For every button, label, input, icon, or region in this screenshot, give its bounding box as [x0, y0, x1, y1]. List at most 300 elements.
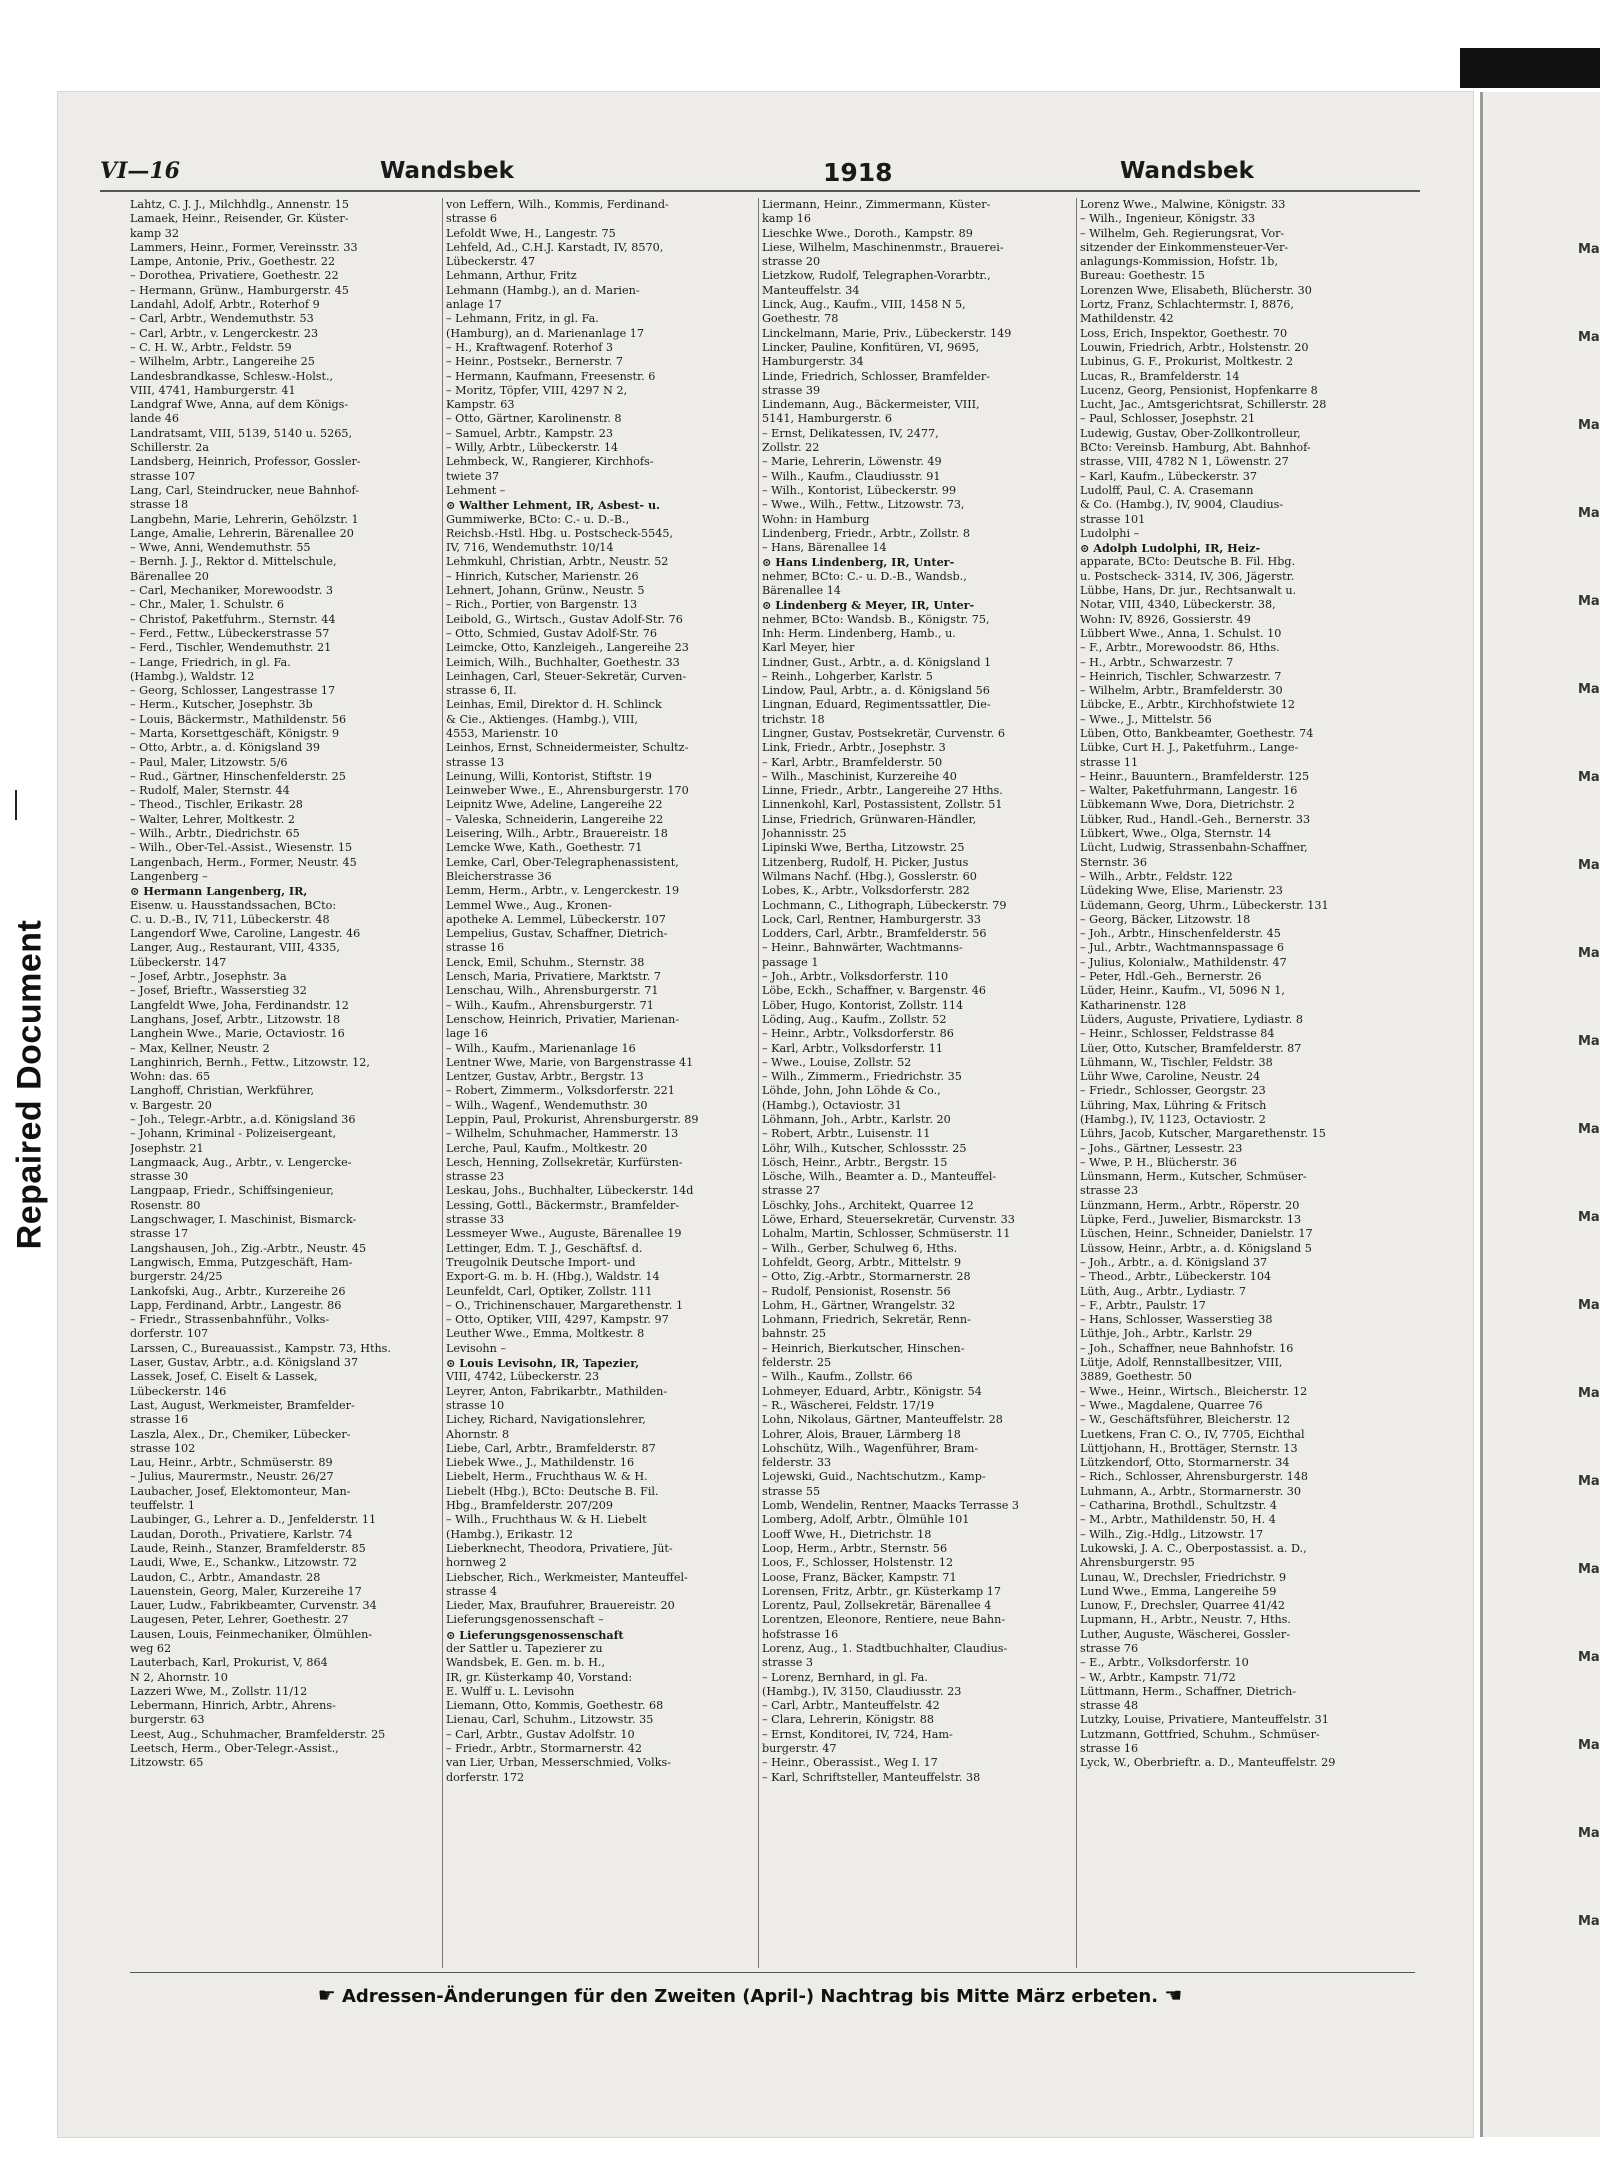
directory-entry-line: – Robert, Zimmerm., Volksdorferstr. 221	[446, 1084, 675, 1098]
directory-column-2	[446, 198, 754, 1968]
directory-entry-line: Zollstr. 22	[762, 441, 820, 455]
directory-entry-line: Lucas, R., Bramfelderstr. 14	[1080, 369, 1240, 383]
directory-entry-line: Langmaack, Aug., Arbtr., v. Lengercke-	[130, 1155, 352, 1169]
directory-entry-line: Goethestr. 78	[762, 312, 839, 326]
directory-entry-line: Liebelt (Hbg.), BCto: Deutsche B. Fil.	[446, 1484, 659, 1498]
directory-entry-line: Laudi, Wwe, E., Schankw., Litzowstr. 72	[130, 1556, 357, 1570]
header-rule	[100, 190, 1420, 192]
directory-entry-line: Wilmans Nachf. (Hbg.), Gosslerstr. 60	[762, 869, 977, 883]
directory-entry-line: strasse 23	[1080, 1184, 1139, 1198]
directory-entry-line: strasse, VIII, 4782 N 1, Löwenstr. 27	[1080, 455, 1289, 469]
directory-entry-line: Lorenz, Aug., 1. Stadtbuchhalter, Claudius-	[762, 1641, 1008, 1655]
directory-entry-line: – Heinr., Schlosser, Feldstrasse 84	[1080, 1027, 1275, 1041]
edge-fragment: Ma	[1578, 1122, 1600, 1137]
directory-entry-line: – Ferd., Fettw., Lübeckerstrasse 57	[130, 626, 330, 640]
directory-entry-line: Lensch, Maria, Privatiere, Marktstr. 7	[446, 970, 661, 984]
directory-entry-line: Lingnan, Eduard, Regimentssattler, Die-	[762, 698, 991, 712]
directory-entry-line: Karl Meyer, hier	[762, 641, 855, 655]
directory-entry-line: v. Bargestr. 20	[130, 1098, 212, 1112]
directory-entry-line: – W., Geschäftsführer, Bleicherstr. 12	[1080, 1413, 1291, 1427]
directory-entry-line: strasse 101	[1080, 512, 1146, 526]
directory-entry-line: – Wilh., Ober-Tel.-Assist., Wiesenstr. 15	[130, 841, 353, 855]
directory-entry-line: – Theod., Arbtr., Lübeckerstr. 104	[1080, 1270, 1272, 1284]
directory-entry-line: teuffelstr. 1	[130, 1499, 196, 1513]
directory-entry-line: Leunfeldt, Carl, Optiker, Zollstr. 111	[446, 1284, 653, 1298]
directory-entry-line: & Co. (Hambg.), IV, 9004, Claudius-	[1080, 498, 1284, 512]
directory-entry-line: strasse 4	[446, 1584, 498, 1598]
directory-entry-line: – W., Arbtr., Kampstr. 71/72	[1080, 1670, 1236, 1684]
directory-entry-line: Loose, Franz, Bäcker, Kampstr. 71	[762, 1570, 957, 1584]
directory-entry-line: – Josef, Brieftr., Wasserstieg 32	[130, 984, 307, 998]
directory-entry-line: strasse 76	[1080, 1641, 1139, 1655]
directory-entry-line: apotheke A. Lemmel, Lübeckerstr. 107	[446, 912, 666, 926]
directory-entry-line: Leisering, Wilh., Arbtr., Brauereistr. 18	[446, 827, 668, 841]
footer-rule	[130, 1972, 1415, 1973]
header-year: 1918	[823, 158, 893, 187]
directory-entry-line: Lohmeyer, Eduard, Arbtr., Königstr. 54	[762, 1384, 982, 1398]
directory-entry-line: Landahl, Adolf, Arbtr., Roterhof 9	[130, 298, 320, 312]
directory-entry-line: strasse 11	[1080, 755, 1139, 769]
directory-entry-line: Lau, Heinr., Arbtr., Schmüserstr. 89	[130, 1456, 333, 1470]
directory-entry-line: der Sattler u. Tapezierer zu	[446, 1641, 603, 1655]
directory-entry-line: Laser, Gustav, Arbtr., a.d. Königsland 37	[130, 1356, 359, 1370]
directory-entry-line: Liebscher, Rich., Werkmeister, Manteuffel-	[446, 1570, 688, 1584]
directory-entry-line: – Lange, Friedrich, in gl. Fa.	[130, 655, 291, 669]
directory-entry-line: Lohn, Nikolaus, Gärtner, Manteuffelstr. 28	[762, 1413, 1003, 1427]
directory-entry-line: Kampstr. 63	[446, 398, 515, 412]
directory-entry-line: Laudon, C., Arbtr., Amandastr. 28	[130, 1570, 321, 1584]
directory-entry-line: – Wilh., Ingenieur, Königstr. 33	[1080, 212, 1256, 226]
directory-entry-line: Lentzer, Gustav, Arbtr., Bergstr. 13	[446, 1070, 644, 1084]
header-town-left: Wandsbek	[380, 158, 514, 184]
directory-entry-line: Lenschow, Heinrich, Privatier, Marienan-	[446, 1012, 680, 1026]
directory-entry-line: ⊙ Hermann Langenberg, IR,	[130, 884, 308, 899]
directory-entry-line: – Ernst, Konditorei, IV, 724, Ham-	[762, 1727, 953, 1741]
directory-entry-line: Litzowstr. 65	[130, 1756, 204, 1770]
directory-entry-line: strasse 30	[130, 1170, 189, 1184]
directory-entry-line: kamp 16	[762, 212, 812, 226]
directory-entry-line: Loss, Erich, Inspektor, Goethestr. 70	[1080, 326, 1288, 340]
directory-entry-line: Lichey, Richard, Navigationslehrer,	[446, 1413, 646, 1427]
directory-entry-line: – Walter, Lehrer, Moltkestr. 2	[130, 812, 295, 826]
directory-entry-line: Lösch, Heinr., Arbtr., Bergstr. 15	[762, 1155, 948, 1169]
directory-entry-line: Lünsmann, Herm., Kutscher, Schmüser-	[1080, 1170, 1307, 1184]
directory-entry-line: Löhde, John, John Löhde & Co.,	[762, 1084, 941, 1098]
directory-entry-line: Lochmann, C., Lithograph, Lübeckerstr. 79	[762, 898, 1007, 912]
directory-entry-line: – Wilh., Kontorist, Lübeckerstr. 99	[762, 483, 957, 497]
directory-entry-line: – Marie, Lehrerin, Löwenstr. 49	[762, 455, 942, 469]
directory-entry-line: Leipnitz Wwe, Adeline, Langereihe 22	[446, 798, 663, 812]
directory-entry-line: – Walter, Paketfuhrmann, Langestr. 16	[1080, 784, 1298, 798]
edge-fragment: Ma	[1578, 946, 1600, 961]
directory-entry-line: – Georg, Schlosser, Langestrasse 17	[130, 684, 336, 698]
directory-entry-line: Gummiwerke, BCto: C.- u. D.-B.,	[446, 512, 630, 526]
directory-entry-line: – Joh., Telegr.-Arbtr., a.d. Königsland 36	[130, 1113, 356, 1126]
directory-entry-line: – H., Kraftwagenf. Roterhof 3	[446, 340, 614, 354]
edge-fragment: Ma	[1578, 1386, 1600, 1401]
footer-text: Adressen-Änderungen für den Zweiten (April-) Nachtrag bis Mitte März erbeten.	[341, 1986, 1159, 2007]
directory-entry-line: (Hamburg), an d. Marienanlage 17	[446, 326, 645, 340]
directory-entry-line: – Wilh., Gerber, Schulweg 6, Hths.	[762, 1241, 958, 1255]
directory-entry-line: – C. H. W., Arbtr., Feldstr. 59	[130, 340, 292, 354]
directory-entry-line: Lingner, Gustav, Postsekretär, Curvenstr. 6	[762, 726, 1005, 740]
directory-entry-line: Lutzky, Louise, Privatiere, Manteuffelstr. 31	[1080, 1713, 1329, 1727]
directory-entry-line: Leinhas, Emil, Direktor d. H. Schlinck	[446, 698, 662, 712]
directory-entry-line: Leimcke, Otto, Kanzleigeh., Langereihe 23	[446, 641, 689, 655]
directory-entry-line: Lodders, Carl, Arbtr., Bramfelderstr. 56	[762, 927, 987, 941]
directory-entry-line: Lebermann, Hinrich, Arbtr., Ahrens-	[130, 1699, 336, 1713]
directory-entry-line: Bärenallee 20	[130, 569, 209, 583]
directory-entry-line: Treugolnik Deutsche Import- und	[446, 1255, 636, 1269]
directory-entry-line: Löhmann, Joh., Arbtr., Karlstr. 20	[762, 1113, 951, 1126]
directory-entry-line: Eisenw. u. Hausstandssachen, BCto:	[130, 898, 337, 912]
directory-entry-line: Lieberknecht, Theodora, Privatiere, Jüt-	[446, 1541, 673, 1555]
directory-entry-line: Lindenberg, Friedr., Arbtr., Zollstr. 8	[762, 526, 970, 540]
directory-entry-line: Lauer, Ludw., Fabrikbeamter, Curvenstr. 34	[130, 1599, 377, 1613]
directory-entry-line: N 2, Ahornstr. 10	[130, 1670, 228, 1684]
directory-entry-line: Lübkemann Wwe, Dora, Dietrichstr. 2	[1080, 798, 1295, 812]
directory-entry-line: BCto: Vereinsb. Hamburg, Abt. Bahnhof-	[1080, 441, 1311, 455]
directory-entry-line: Rosenstr. 80	[130, 1198, 201, 1212]
directory-entry-line: Linne, Friedr., Arbtr., Langereihe 27 Hths.	[762, 784, 1003, 798]
directory-entry-line: strasse 16	[130, 1413, 189, 1427]
directory-entry-line: strasse 20	[762, 255, 821, 269]
directory-entry-line: Lucenz, Georg, Pensionist, Hopfenkarre 8	[1080, 383, 1318, 397]
directory-entry-line: – Wwe., Magdalene, Quarree 76	[1080, 1398, 1263, 1412]
page-number: VI—16	[100, 158, 180, 184]
directory-entry-line: Lorenzen Wwe, Elisabeth, Blücherstr. 30	[1080, 283, 1312, 297]
directory-entry-line: Export-G. m. b. H. (Hbg.), Waldstr. 14	[446, 1270, 660, 1284]
directory-entry-line: Lortz, Franz, Schlachtermstr. I, 8876,	[1080, 298, 1294, 312]
directory-entry-line: – Moritz, Töpfer, VIII, 4297 N 2,	[446, 383, 628, 397]
directory-entry-line: – Karl, Schriftsteller, Manteuffelstr. 38	[762, 1770, 981, 1784]
directory-entry-line: Lazzeri Wwe, M., Zollstr. 11/12	[130, 1684, 308, 1698]
directory-entry-line: – Wilh., Arbtr., Feldstr. 122	[1080, 869, 1233, 883]
directory-entry-line: Lunau, W., Drechsler, Friedrichstr. 9	[1080, 1570, 1287, 1584]
directory-entry-line: bahnstr. 25	[762, 1327, 826, 1341]
directory-entry-line: Lüpke, Ferd., Juwelier, Bismarckstr. 13	[1080, 1213, 1302, 1227]
directory-entry-line: – Catharina, Brothdl., Schultzstr. 4	[1080, 1499, 1277, 1513]
directory-entry-line: – Peter, Hdl.-Geh., Bernerstr. 26	[1080, 970, 1262, 984]
directory-entry-line: Lankofski, Aug., Arbtr., Kurzereihe 26	[130, 1284, 346, 1298]
directory-entry-line: – Hinrich, Kutscher, Marienstr. 26	[446, 569, 639, 583]
directory-entry-line: Lessmeyer Wwe., Auguste, Bärenallee 19	[446, 1227, 682, 1241]
directory-entry-line: – Samuel, Arbtr., Kampstr. 23	[446, 426, 613, 440]
directory-entry-line: Leyrer, Anton, Fabrikarbtr., Mathilden-	[446, 1384, 668, 1398]
directory-entry-line: Lauenstein, Georg, Maler, Kurzereihe 17	[130, 1584, 362, 1598]
directory-entry-line: Lühmann, W., Tischler, Feldstr. 38	[1080, 1055, 1273, 1069]
directory-entry-line: Litzenberg, Rudolf, H. Picker, Justus	[762, 855, 969, 869]
directory-entry-line: Ahrensburgerstr. 95	[1080, 1556, 1195, 1570]
pointing-hand-icon: ☚	[1164, 1983, 1183, 2007]
directory-entry-line: – Hermann, Kaufmann, Freesenstr. 6	[446, 369, 656, 383]
directory-entry-line: – R., Wäscherei, Feldstr. 17/19	[762, 1398, 935, 1412]
directory-entry-line: Lohmann, Friedrich, Sekretär, Renn-	[762, 1313, 971, 1327]
directory-entry-line: Leskau, Johs., Buchhalter, Lübeckerstr. 14d	[446, 1184, 694, 1198]
directory-entry-line: – Wilh., Maschinist, Kurzereihe 40	[762, 769, 957, 783]
directory-entry-line: Katharinenstr. 128	[1080, 998, 1187, 1012]
directory-entry-line: – Lehmann, Fritz, in gl. Fa.	[446, 312, 599, 326]
directory-entry-line: – Joh., Arbtr., Hinschenfelderstr. 45	[1080, 927, 1281, 941]
directory-entry-line: – Wilhelm, Geh. Regierungsrat, Vor-	[1080, 226, 1285, 240]
directory-entry-line: Lüschen, Heinr., Schneider, Danielstr. 17	[1080, 1227, 1313, 1241]
directory-entry-line: Langhinrich, Bernh., Fettw., Litzowstr. 12,	[130, 1055, 370, 1069]
directory-entry-line: Lünzmann, Herm., Arbtr., Röperstr. 20	[1080, 1198, 1300, 1212]
directory-entry-line: Langhein Wwe., Marie, Octaviostr. 16	[130, 1027, 345, 1041]
directory-entry-line: Reichsb.-Hstl. Hbg. u. Postscheck-5545,	[446, 526, 674, 540]
directory-entry-line: – Friedr., Strassenbahnführ., Volks-	[130, 1313, 330, 1327]
directory-entry-line: Lammers, Heinr., Former, Vereinsstr. 33	[130, 240, 358, 254]
directory-entry-line: – Heinr., Bauuntern., Bramfelderstr. 125	[1080, 769, 1310, 783]
directory-entry-line: ⊙ Lieferungsgenossenschaft	[446, 1627, 624, 1642]
directory-entry-line: Lienau, Carl, Schuhm., Litzowstr. 35	[446, 1713, 654, 1727]
directory-entry-line: Leinweber Wwe., E., Ahrensburgerstr. 170	[446, 784, 689, 798]
directory-entry-line: van Lier, Urban, Messerschmied, Volks-	[446, 1756, 672, 1770]
directory-entry-line: Loop, Herm., Arbtr., Sternstr. 56	[762, 1541, 948, 1555]
edge-fragment: Ma	[1578, 1474, 1600, 1489]
directory-entry-line: Lütje, Adolf, Rennstallbesitzer, VIII,	[1080, 1356, 1283, 1370]
directory-entry-line: Lehfeld, Ad., C.H.J. Karstadt, IV, 8570,	[446, 240, 664, 254]
header-town-right: Wandsbek	[1120, 158, 1254, 184]
directory-entry-line: ⊙ Hans Lindenberg, IR, Unter-	[762, 555, 955, 570]
directory-entry-line: anlagungs-Kommission, Hofstr. 1b,	[1080, 255, 1279, 269]
directory-entry-line: Laude, Reinh., Stanzer, Bramfelderstr. 85	[130, 1541, 366, 1555]
directory-entry-line: – Wilh., Zimmerm., Friedrichstr. 35	[762, 1070, 962, 1084]
directory-entry-line: Langbehn, Marie, Lehrerin, Gehölzstr. 1	[130, 512, 359, 526]
directory-entry-line: nehmer, BCto: C.- u. D.-B., Wandsb.,	[762, 569, 967, 583]
directory-entry-line: Sternstr. 36	[1080, 855, 1148, 869]
directory-entry-line: Lehment –	[446, 483, 506, 497]
directory-entry-line: – Wilh., Kaufm., Claudiusstr. 91	[762, 469, 941, 483]
directory-entry-line: – Carl, Arbtr., v. Lengerckestr. 23	[130, 326, 319, 340]
directory-entry-line: Lausen, Louis, Feinmechaniker, Ölmühlen-	[130, 1627, 373, 1641]
directory-entry-line: Lüth, Aug., Arbtr., Lydiastr. 7	[1080, 1284, 1246, 1298]
directory-entry-line: Langenberg –	[130, 869, 208, 883]
directory-entry-line: 3889, Goethestr. 50	[1080, 1370, 1192, 1384]
edge-fragment: Ma	[1578, 506, 1600, 521]
directory-entry-line: IR, gr. Küsterkamp 40, Vorstand:	[446, 1670, 633, 1684]
directory-entry-line: Lieferungsgenossenschaft –	[446, 1613, 604, 1627]
directory-entry-line: – Wilh., Zig.-Hdlg., Litzowstr. 17	[1080, 1527, 1264, 1541]
directory-entry-line: – Heinr., Postsekr., Bernerstr. 7	[446, 355, 624, 369]
directory-entry-line: Langschwager, I. Maschinist, Bismarck-	[130, 1213, 357, 1227]
directory-entry-line: Lincker, Pauline, Konfitüren, VI, 9695,	[762, 340, 980, 354]
directory-entry-line: – Heinr., Bahnwärter, Wachtmanns-	[762, 941, 963, 955]
directory-entry-line: – Otto, Zig.-Arbtr., Stormarnerstr. 28	[762, 1270, 971, 1284]
edge-fragment: Ma	[1578, 330, 1600, 345]
directory-entry-line: Linck, Aug., Kaufm., VIII, 1458 N 5,	[762, 298, 966, 312]
directory-entry-line: Luetkens, Fran C. O., IV, 7705, Eichthal	[1080, 1427, 1305, 1441]
directory-entry-line: Lang, Carl, Steindrucker, neue Bahnhof-	[130, 483, 359, 497]
directory-entry-line: Linnenkohl, Karl, Postassistent, Zollstr. 51	[762, 798, 1003, 812]
directory-entry-line: – Wwe., Louise, Zollstr. 52	[762, 1055, 912, 1069]
directory-entry-line: Inh: Herm. Lindenberg, Hamb., u.	[762, 626, 956, 640]
directory-entry-line: Lüttmann, Herm., Schaffner, Dietrich-	[1080, 1684, 1297, 1698]
directory-entry-line: – Wilhelm, Arbtr., Langereihe 25	[130, 355, 315, 369]
directory-entry-line: Lorenz Wwe., Malwine, Königstr. 33	[1080, 198, 1286, 211]
directory-entry-line: Schillerstr. 2a	[130, 441, 210, 455]
directory-entry-line: Link, Friedr., Arbtr., Josephstr. 3	[762, 741, 946, 755]
edge-fragment: Ma	[1578, 1034, 1600, 1049]
directory-entry-line: Ludewig, Gustav, Ober-Zollkontrolleur,	[1080, 426, 1301, 440]
directory-entry-line: – Valeska, Schneiderin, Langereihe 22	[446, 812, 664, 826]
directory-entry-line: Lentner Wwe, Marie, von Bargenstrasse 41	[446, 1055, 694, 1069]
directory-entry-line: Wohn: IV, 8926, Gossierstr. 49	[1080, 612, 1251, 626]
directory-entry-line: – Rudolf, Maler, Sternstr. 44	[130, 784, 290, 798]
directory-entry-line: Liermann, Heinr., Zimmermann, Küster-	[762, 198, 991, 211]
directory-entry-line: strasse 13	[446, 755, 505, 769]
directory-entry-line: Last, August, Werkmeister, Bramfelder-	[130, 1398, 355, 1412]
edge-fragment: Ma	[1578, 682, 1600, 697]
directory-entry-line: strasse 16	[1080, 1742, 1139, 1756]
directory-entry-line: – Friedr., Arbtr., Stormarnerstr. 42	[446, 1742, 643, 1756]
directory-entry-line: Lemke, Carl, Ober-Telegraphenassistent,	[446, 855, 679, 869]
directory-entry-line: strasse 27	[762, 1184, 821, 1198]
edge-fragment: Ma	[1578, 1650, 1600, 1665]
directory-entry-line: Leimich, Wilh., Buchhalter, Goethestr. 33	[446, 655, 680, 669]
directory-entry-line: Notar, VIII, 4340, Lübeckerstr. 38,	[1080, 598, 1276, 612]
directory-entry-line: Ludolff, Paul, C. A. Crasemann	[1080, 483, 1254, 497]
directory-entry-line: Wohn: das. 65	[130, 1070, 211, 1084]
directory-entry-line: – Wwe., Heinr., Wirtsch., Bleicherstr. 12	[1080, 1384, 1308, 1398]
directory-entry-line: Looff Wwe, H., Dietrichstr. 18	[762, 1527, 932, 1541]
directory-entry-line: Lohalm, Martin, Schlosser, Schmüserstr. 11	[762, 1227, 1011, 1241]
directory-entry-line: Lenschau, Wilh., Ahrensburgerstr. 71	[446, 984, 659, 998]
directory-entry-line: burgerstr. 47	[762, 1742, 837, 1756]
directory-entry-line: Leuther Wwe., Emma, Moltkestr. 8	[446, 1327, 645, 1341]
directory-entry-line: Hamburgerstr. 34	[762, 355, 864, 369]
directory-entry-line: twiete 37	[446, 469, 500, 483]
directory-entry-line: – M., Arbtr., Mathildenstr. 50, H. 4	[1080, 1513, 1276, 1527]
directory-entry-line: Lamaek, Heinr., Reisender, Gr. Küster-	[130, 212, 349, 226]
directory-entry-line: Lucht, Jac., Amtsgerichtsrat, Schillerstr. 28	[1080, 398, 1327, 412]
directory-entry-line: anlage 17	[446, 298, 502, 312]
directory-entry-line: Liebe, Carl, Arbtr., Bramfelderstr. 87	[446, 1441, 656, 1455]
directory-entry-line: – Otto, Optiker, VIII, 4297, Kampstr. 97	[446, 1313, 669, 1327]
edge-fragment: Ma	[1578, 1914, 1600, 1929]
directory-entry-line: Löschky, Johs., Architekt, Quarree 12	[762, 1198, 974, 1212]
directory-entry-line: burgerstr. 24/25	[130, 1270, 223, 1284]
directory-entry-line: Laugesen, Peter, Lehrer, Goethestr. 27	[130, 1613, 349, 1627]
directory-entry-line: Lessing, Gottl., Bäckermstr., Bramfelder-	[446, 1198, 680, 1212]
directory-entry-line: & Cie., Aktienges. (Hambg.), VIII,	[446, 712, 638, 726]
directory-entry-line: – Wwe, P. H., Blücherstr. 36	[1080, 1155, 1237, 1169]
directory-entry-line: Langfeldt Wwe, Joha, Ferdinandstr. 12	[130, 998, 349, 1012]
directory-entry-line: Lühring, Max, Lühring & Fritsch	[1080, 1098, 1267, 1112]
pointing-hand-icon: ☛	[317, 1983, 336, 2007]
directory-entry-line: Lunow, F., Drechsler, Quarree 41/42	[1080, 1599, 1285, 1613]
directory-entry-line: – Johs., Gärtner, Lessestr. 23	[1080, 1141, 1243, 1155]
directory-entry-line: Lorentz, Paul, Zollsekretär, Bärenallee 4	[762, 1599, 992, 1613]
directory-entry-line: Lüdemann, Georg, Uhrm., Lübeckerstr. 131	[1080, 898, 1329, 912]
directory-entry-line: lande 46	[130, 412, 180, 426]
directory-entry-line: Langpaap, Friedr., Schiffsingenieur,	[130, 1184, 334, 1198]
directory-entry-line: Lorensen, Fritz, Arbtr., gr. Küsterkamp 17	[762, 1584, 1002, 1598]
directory-entry-line: – Heinr., Oberassist., Weg I. 17	[762, 1756, 938, 1770]
directory-entry-line: – Karl, Arbtr., Bramfelderstr. 50	[762, 755, 943, 769]
directory-entry-line: Luther, Auguste, Wäscherei, Gossler-	[1080, 1627, 1290, 1641]
directory-entry-line: Bärenallee 14	[762, 584, 841, 598]
directory-entry-line: Lindemann, Aug., Bäckermeister, VIII,	[762, 398, 980, 412]
directory-entry-line: Löding, Aug., Kaufm., Zollstr. 52	[762, 1012, 947, 1026]
directory-entry-line: VIII, 4742, Lübeckerstr. 23	[446, 1370, 600, 1384]
directory-entry-line: – Carl, Arbtr., Manteuffelstr. 42	[762, 1699, 940, 1713]
directory-entry-line: Lange, Amalie, Lehrerin, Bärenallee 20	[130, 526, 354, 540]
directory-entry-line: Langhoff, Christian, Werkführer,	[130, 1084, 315, 1098]
directory-entry-line: E. Wulff u. L. Levisohn	[446, 1684, 575, 1698]
directory-entry-line: nehmer, BCto: Wandsb. B., Königstr. 75,	[762, 612, 990, 626]
edge-fragment: Ma	[1578, 770, 1600, 785]
directory-entry-line: Lohfeldt, Georg, Arbtr., Mittelstr. 9	[762, 1255, 962, 1269]
directory-entry-line: Lyck, W., Oberbrieftr. a. D., Manteuffelstr. 29	[1080, 1756, 1336, 1770]
directory-entry-line: Lassek, Josef, C. Eiselt & Lassek,	[130, 1370, 318, 1384]
directory-entry-line: Luhmann, A., Arbtr., Stormarnerstr. 30	[1080, 1484, 1302, 1498]
directory-entry-line: felderstr. 25	[762, 1356, 832, 1370]
directory-entry-line: hornweg 2	[446, 1556, 507, 1570]
directory-entry-line: ⊙ Adolph Ludolphi, IR, Heiz-	[1080, 541, 1261, 556]
directory-entry-line: Lupmann, H., Arbtr., Neustr. 7, Hths.	[1080, 1613, 1291, 1627]
directory-entry-line: – Joh., Arbtr., Volksdorferstr. 110	[762, 970, 949, 984]
directory-entry-line: strasse 17	[130, 1227, 189, 1241]
edge-fragment: Ma	[1578, 594, 1600, 609]
directory-entry-line: Bureau: Goethestr. 15	[1080, 269, 1205, 283]
directory-entry-line: Lindner, Gust., Arbtr., a. d. Königsland 1	[762, 655, 992, 669]
directory-entry-line: (Hambg.), Waldstr. 12	[130, 669, 255, 683]
directory-entry-line: Landsberg, Heinrich, Professor, Gossler-	[130, 455, 361, 469]
directory-entry-line: trichstr. 18	[762, 712, 825, 726]
directory-entry-line: – Wilh., Wagenf., Wendemuthstr. 30	[446, 1098, 648, 1112]
directory-entry-line: – Otto, Arbtr., a. d. Königsland 39	[130, 741, 320, 755]
directory-entry-line: – Karl, Kaufm., Lübeckerstr. 37	[1080, 469, 1257, 483]
directory-entry-line: strasse 39	[762, 383, 821, 397]
directory-entry-line: strasse 55	[762, 1484, 821, 1498]
directory-entry-line: – Wwe., J., Mittelstr. 56	[1080, 712, 1212, 726]
directory-entry-line: Lüder, Heinr., Kaufm., VI, 5096 N 1,	[1080, 984, 1285, 998]
directory-entry-line: (Hambg.), Erikastr. 12	[446, 1527, 573, 1541]
directory-entry-line: ⊙ Walther Lehment, IR, Asbest- u.	[446, 498, 661, 513]
directory-entry-line: Lomberg, Adolf, Arbtr., Ölmühle 101	[762, 1513, 970, 1527]
directory-entry-line: Levisohn –	[446, 1341, 506, 1355]
directory-entry-line: 4553, Marienstr. 10	[446, 726, 559, 740]
directory-entry-line: Johannisstr. 25	[762, 827, 847, 841]
directory-entry-line: Hbg., Bramfelderstr. 207/209	[446, 1499, 614, 1513]
directory-entry-line: Landesbrandkasse, Schlesw.-Holst.,	[130, 369, 334, 383]
directory-entry-line: – Paul, Maler, Litzowstr. 5/6	[130, 755, 288, 769]
directory-entry-line: hofstrasse 16	[762, 1627, 839, 1641]
directory-entry-line: Laubacher, Josef, Elektomonteur, Man-	[130, 1484, 351, 1498]
directory-entry-line: felderstr. 33	[762, 1456, 832, 1470]
directory-entry-line: – Josef, Arbtr., Josephstr. 3a	[130, 970, 287, 984]
directory-entry-line: strasse 16	[446, 941, 505, 955]
directory-entry-line: sitzender der Einkommensteuer-Ver-	[1080, 240, 1289, 254]
directory-entry-line: Lübeckerstr. 147	[130, 955, 227, 969]
directory-entry-line: strasse 18	[130, 498, 189, 512]
directory-entry-line: 5141, Hamburgerstr. 6	[762, 412, 893, 426]
directory-entry-line: Leetsch, Herm., Ober-Telegr.-Assist.,	[130, 1742, 339, 1756]
directory-entry-line: Lieschke Wwe., Doroth., Kampstr. 89	[762, 226, 973, 240]
directory-entry-line: Leinhagen, Carl, Steuer-Sekretär, Curven-	[446, 669, 687, 683]
directory-entry-line: – Hans, Bärenallee 14	[762, 541, 887, 555]
directory-entry-line: – Wwe, Anni, Wendemuthstr. 55	[130, 541, 311, 555]
directory-entry-line: – H., Arbtr., Schwarzestr. 7	[1080, 655, 1234, 669]
directory-entry-line: Lock, Carl, Rentner, Hamburgerstr. 33	[762, 912, 981, 926]
directory-entry-line: Lieder, Max, Braufuhrer, Brauereistr. 20	[446, 1599, 675, 1613]
directory-entry-line: – Ernst, Delikatessen, IV, 2477,	[762, 426, 939, 440]
directory-entry-line: (Hambg.), IV, 1123, Octaviostr. 2	[1080, 1113, 1266, 1126]
directory-entry-line: – Wilh., Kaufm., Ahrensburgerstr. 71	[446, 998, 654, 1012]
directory-entry-line: – Christof, Paketfuhrm., Sternstr. 44	[130, 612, 336, 626]
edge-fragment: Ma	[1578, 858, 1600, 873]
